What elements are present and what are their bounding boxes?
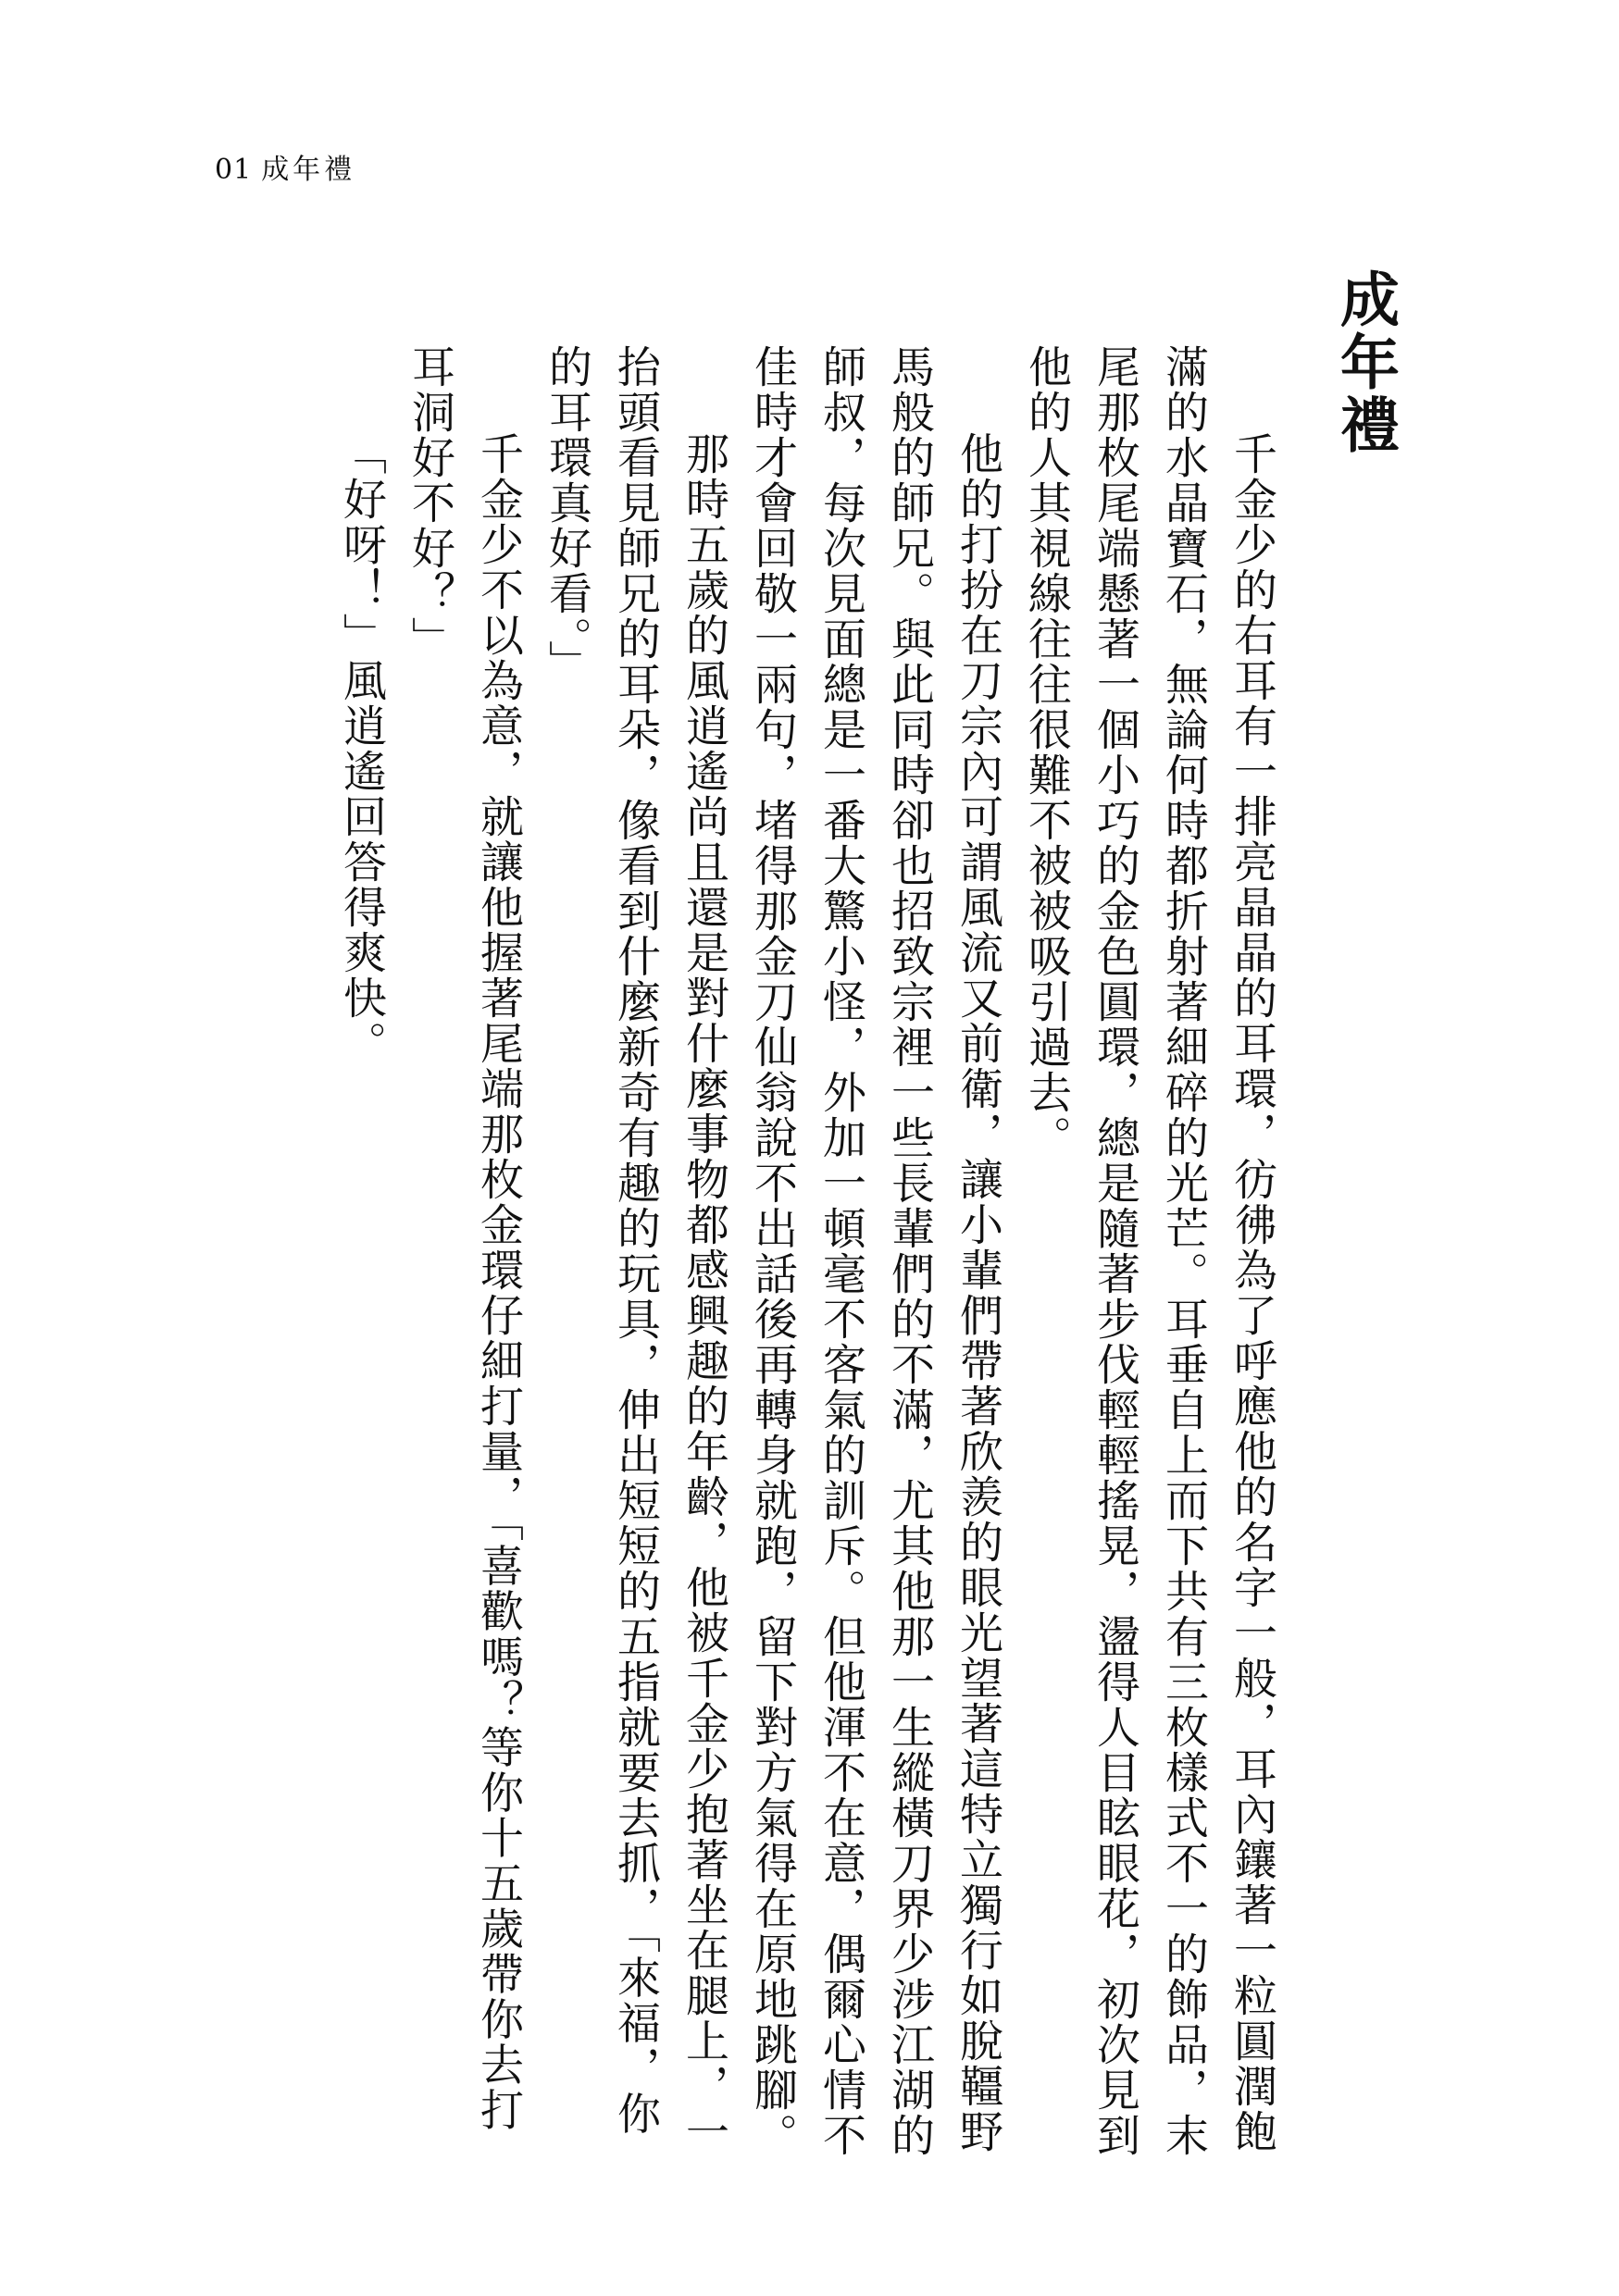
paragraph: 「好呀！」風逍遙回答得爽快。 <box>336 431 387 1066</box>
running-header <box>215 146 355 187</box>
chapter-title: 成年禮 <box>1330 268 1399 457</box>
paragraph: 千金少不以為意，就讓他握著尾端那枚金環仔細打量，「喜歡嗎？等你十五歲帶你去打耳洞好不好？」 <box>405 344 524 2133</box>
paragraph: 他的打扮在刀宗內可謂風流又前衛，讓小輩們帶著欣羨的眼光望著這特立獨行如脫韁野馬般的師兄。與此同時卻也招致宗裡一些長輩們的不滿，尤其他那一生縱橫刀界少涉江湖的師叔，每次見面總是一番大驚小怪，外加一頓毫不客氣的訓斥。但他渾不在意，偶爾心情不佳時才會回敬一兩句，堵得那金刀仙翁說不出話後再轉身就跑，留下對方氣得在原地跳腳。 <box>747 344 1003 2158</box>
body-text <box>327 344 1286 2177</box>
chapter-number: 01 <box>215 154 253 186</box>
paragraph: 千金少的右耳有一排亮晶晶的耳環，彷彿為了呼應他的名字一般，耳內鑲著一粒圓潤飽滿的水晶寶石，無論何時都折射著細碎的光芒。耳垂自上而下共有三枚樣式不一的飾品，末尾那枚尾端懸著一個小巧的金色圓環，總是隨著步伐輕輕搖晃，盪得人目眩眼花，初次見到他的人其視線往往很難不被被吸引過去。 <box>1021 344 1277 2158</box>
paragraph: 那時五歲的風逍遙尚且還是對什麼事物都感興趣的年齡，他被千金少抱著坐在腿上，一抬頭看見師兄的耳朵，像看到什麼新奇有趣的玩具，伸出短短的五指就要去抓，「來福，你的耳環真好看。」 <box>542 344 729 2154</box>
chapter-name: 成年禮 <box>261 154 356 186</box>
